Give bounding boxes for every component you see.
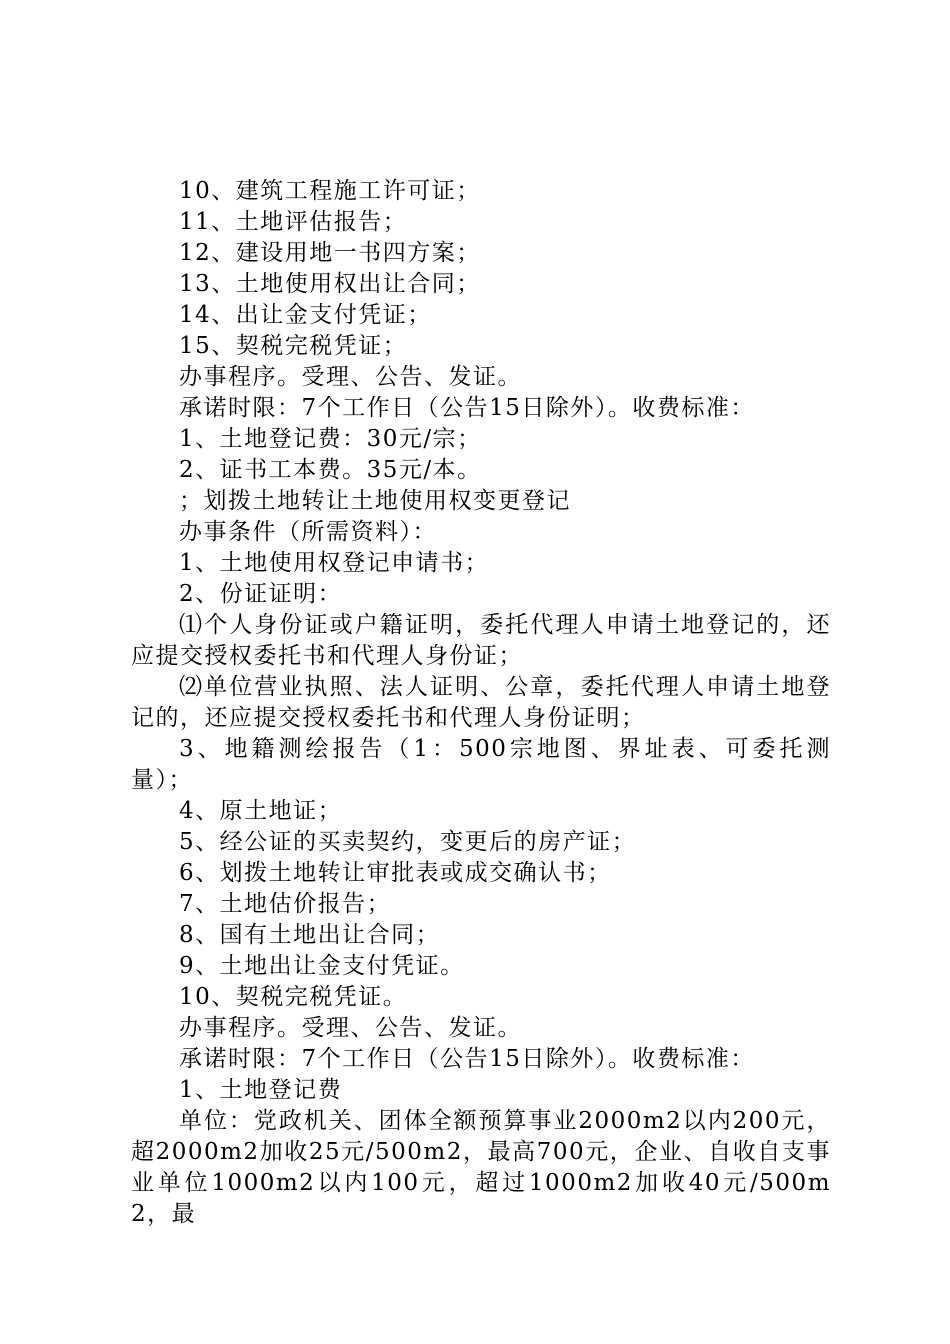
fee-item: 1、土地登记费：30元/宗； xyxy=(179,426,482,452)
procedure-text: 办事程序。受理、公告、发证。 xyxy=(179,1015,522,1041)
paragraph: 3、地籍测绘报告（1：500宗地图、界址表、可委托测量）； xyxy=(131,736,831,793)
list-item: 15、契税完税凭证； xyxy=(179,333,408,359)
list-item: 6、划拨土地转让审批表或成交确认书； xyxy=(179,860,612,886)
list-item: 1、土地使用权登记申请书； xyxy=(179,550,490,576)
list-item: 8、国有土地出让合同； xyxy=(179,922,441,948)
section-heading: ；划拨土地转让土地使用权变更登记 xyxy=(179,488,571,514)
list-item: 5、经公证的买卖契约，变更后的房产证； xyxy=(179,829,637,855)
time-limit-text: 承诺时限：7个工作日（公告15日除外）。收费标准： xyxy=(179,1046,755,1072)
list-item: 14、出让金支付凭证； xyxy=(179,302,432,328)
list-item: 9、土地出让金支付凭证。 xyxy=(179,953,465,979)
fee-item: 1、土地登记费 xyxy=(179,1077,343,1103)
paragraph: ⑵单位营业执照、法人证明、公章，委托代理人申请土地登记的，还应提交授权委托书和代理人身份证明； xyxy=(131,674,831,731)
paragraph: ⑴个人身份证或户籍证明，委托代理人申请土地登记的，还应提交授权委托书和代理人身份证； xyxy=(131,612,831,669)
paragraph: 单位：党政机关、团体全额预算事业2000m2以内200元，超2000m2加收25元/500m2，最高700元，企业、自收自支事业单位1000m2以内100元，超过1000m2加收40元/500m2，最 xyxy=(131,1108,831,1227)
list-item: 4、原土地证； xyxy=(179,798,343,824)
list-item: 11、土地评估报告； xyxy=(179,209,408,235)
list-item: 13、土地使用权出让合同； xyxy=(179,271,481,297)
list-item: 10、建筑工程施工许可证； xyxy=(179,178,481,204)
conditions-heading: 办事条件（所需资料）： xyxy=(179,519,437,545)
list-item: 7、土地估价报告； xyxy=(179,891,392,917)
procedure-text: 办事程序。受理、公告、发证。 xyxy=(179,364,522,390)
fee-item: 2、证书工本费。35元/本。 xyxy=(179,457,482,483)
list-item: 10、契税完税凭证。 xyxy=(179,984,408,1010)
document-body xyxy=(131,176,831,1230)
list-item: 2、份证证明： xyxy=(179,581,343,607)
list-item: 12、建设用地一书四方案； xyxy=(179,240,481,266)
time-limit-text: 承诺时限：7个工作日（公告15日除外）。收费标准： xyxy=(179,395,755,421)
